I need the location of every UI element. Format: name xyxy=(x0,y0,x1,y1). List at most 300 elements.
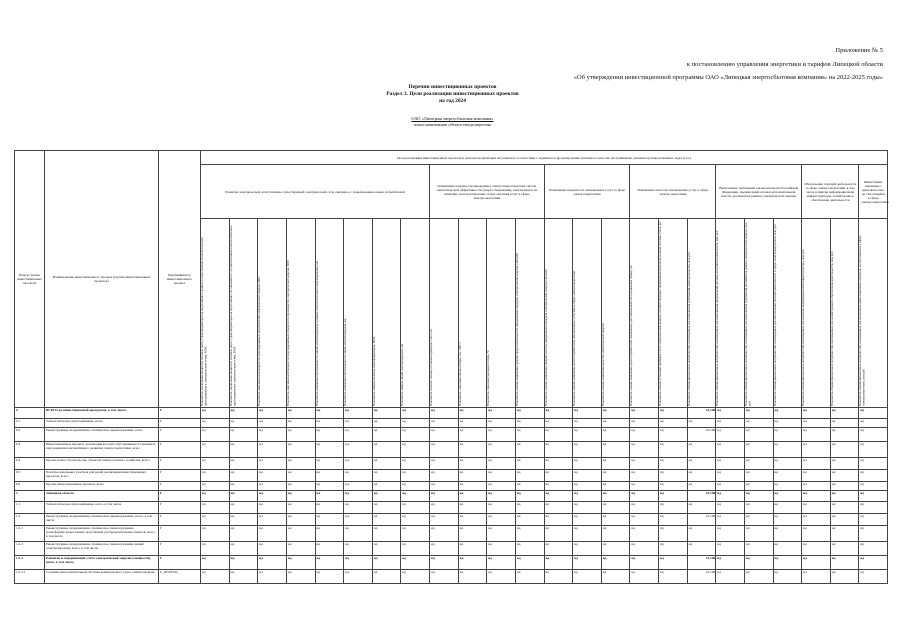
row-value: нд xyxy=(830,556,859,570)
row-value: нд xyxy=(315,428,344,442)
row-value: нд xyxy=(716,491,745,502)
row-value: нд xyxy=(659,502,688,514)
row-value: нд xyxy=(716,556,745,570)
row-value: нд xyxy=(487,542,516,556)
row-value: нд xyxy=(544,526,573,542)
header-indicator-text: Показатель оценки изменения средней продолжительности прекращения передачи электрической энергии (ΔПsaidi) xyxy=(514,252,519,406)
row-value: нд xyxy=(430,556,459,570)
row-value: нд xyxy=(286,514,315,526)
row-value: нд xyxy=(229,408,258,419)
table-row xyxy=(15,470,888,482)
organization-caption: полное наименование субъекта электроэнергетики xyxy=(413,123,492,127)
row-value: нд xyxy=(659,526,688,542)
row-number: 0.3 xyxy=(15,442,45,458)
row-value: нд xyxy=(573,491,602,502)
row-value: нд xyxy=(716,408,745,419)
header-project-name: Наименование инвестиционного проекта (группы инвестиционных проектов) xyxy=(45,151,159,408)
row-name: ВСЕГО по инвестиционной программе, в том числе: xyxy=(45,408,159,419)
row-value: нд xyxy=(744,514,773,526)
row-value: нд xyxy=(487,526,516,542)
row-name: Реконструкция, модернизация, техническое перевооружение трансформаторных и иных подстанций, распределительных пунктов, всего, в том числе xyxy=(45,526,159,542)
row-value: нд xyxy=(430,502,459,514)
row-value: нд xyxy=(830,526,859,542)
row-value: нд xyxy=(515,514,544,526)
row-value: нд xyxy=(401,470,430,482)
table-row xyxy=(15,556,888,570)
row-value: нд xyxy=(201,482,230,491)
row-value: нд xyxy=(601,502,630,514)
header-indicator xyxy=(830,219,859,408)
row-value: нд xyxy=(744,419,773,428)
header-indicator-text: Показатель объема финансовых потребностей, необходимых для реализации инвестиционных проектов, не относящихся к сфере электроэнергетики, млн руб xyxy=(858,235,866,406)
row-value: нд xyxy=(430,491,459,502)
row-value: нд xyxy=(630,470,659,482)
row-value: нд xyxy=(458,556,487,570)
row-value: нд xyxy=(716,482,745,491)
header-project-id: Идентификатор инвестиционного проекта xyxy=(159,151,201,408)
row-value: нд xyxy=(601,419,630,428)
header-indicator xyxy=(258,219,287,408)
row-value: нд xyxy=(344,502,373,514)
row-value: нд xyxy=(286,419,315,428)
row-value: нд xyxy=(401,442,430,458)
header-indicator-text: Показатель увеличения мощности силовых (авто-) трансформаторов на подстанциях, не связанного с осуществлением технологического присоединения к электрическим сетям, МВА xyxy=(228,225,237,406)
row-value: нд xyxy=(430,442,459,458)
row-value: нд xyxy=(716,428,745,442)
row-number: 0.4 xyxy=(15,458,45,470)
row-value: нд xyxy=(430,428,459,442)
row-value: нд xyxy=(201,556,230,570)
row-value: нд xyxy=(573,442,602,458)
row-value: нд xyxy=(630,514,659,526)
header-indicator xyxy=(659,219,688,408)
row-id: Г xyxy=(159,556,201,570)
row-value: нд xyxy=(630,408,659,419)
row-value: нд xyxy=(687,470,716,482)
row-id: Г xyxy=(159,419,201,428)
row-id: Г xyxy=(159,514,201,526)
header-indicator-text: Показатель увеличения мощности силовых (авто-) трансформаторов на подстанциях в рамках осуществления технологического присоединения к электрическим сетям, МВА xyxy=(200,236,208,406)
row-value: нд xyxy=(515,482,544,491)
row-value: нд xyxy=(544,491,573,502)
row-value: нд xyxy=(344,542,373,556)
row-name: Реконструкция, модернизация, техническое перевооружение линий электропередачи, всего, в том числе xyxy=(45,542,159,556)
header-indicator xyxy=(687,219,716,408)
row-value: нд xyxy=(659,482,688,491)
row-value: нд xyxy=(430,482,459,491)
row-value: нд xyxy=(487,482,516,491)
row-value: нд xyxy=(802,408,831,419)
row-value: нд xyxy=(229,542,258,556)
row-value: нд xyxy=(201,428,230,442)
row-value: нд xyxy=(258,514,287,526)
row-name: Реконструкция, модернизация, техническое перевооружение, всего xyxy=(45,428,159,442)
row-number: 1. xyxy=(15,491,45,502)
row-value: нд xyxy=(315,442,344,458)
row-value: нд xyxy=(258,458,287,470)
row-value: нд xyxy=(802,556,831,570)
row-name: Покупка земельных участков для целей реализации инвестиционных проектов, всего xyxy=(45,470,159,482)
row-value: нд xyxy=(487,408,516,419)
header-indicator xyxy=(773,219,802,408)
row-value: нд xyxy=(716,514,745,526)
row-value: нд xyxy=(687,419,716,428)
header-indicator-text: Показатель объема финансовых потребностей, необходимых для выполнения требований законодательства, млн руб xyxy=(686,252,691,406)
row-value: нд xyxy=(716,470,745,482)
header-indicator-text: Показатель объема установки приборов учета электрической энергии, соответствующих требованиям интеллектуальной системы учета, шт xyxy=(658,221,662,406)
header-indicator xyxy=(601,219,630,408)
row-value: нд xyxy=(229,442,258,458)
row-value: нд xyxy=(515,526,544,542)
row-value: нд xyxy=(601,514,630,526)
row-value: нд xyxy=(659,408,688,419)
row-value: нд xyxy=(744,470,773,482)
row-id: Г xyxy=(159,470,201,482)
row-value: нд xyxy=(687,442,716,458)
row-value: нд xyxy=(229,526,258,542)
row-value: нд xyxy=(630,526,659,542)
row-value: нд xyxy=(401,570,430,584)
row-value: нд xyxy=(315,542,344,556)
row-value: нд xyxy=(315,482,344,491)
row-value: нд xyxy=(687,542,716,556)
row-value: нд xyxy=(286,470,315,482)
row-value: нд xyxy=(201,408,230,419)
row-value: нд xyxy=(601,428,630,442)
row-value: 23,106 xyxy=(687,408,716,419)
row-value: нд xyxy=(258,419,287,428)
header-indicator xyxy=(630,219,659,408)
header-indicator xyxy=(515,219,544,408)
title-3: на год 2024 xyxy=(439,98,466,104)
row-value: нд xyxy=(315,458,344,470)
row-value: нд xyxy=(544,419,573,428)
header-indicator-text: Показатель максимальной мощности присоединяемых потребителей электрической энергии, МВт xyxy=(257,276,262,406)
row-value: нд xyxy=(659,491,688,502)
row-value: нд xyxy=(372,470,401,482)
row-name: Инвестиционные проекты, реализация которых обуславливается схемами и программами перспективного развития электроэнергетики, всего xyxy=(45,442,159,458)
title-1: Перечни инвестиционных проектов xyxy=(408,84,497,90)
row-number: 0.5 xyxy=(15,470,45,482)
row-value: нд xyxy=(630,428,659,442)
header-indicator xyxy=(201,219,230,408)
row-value: нд xyxy=(802,514,831,526)
header-indicator-text: Показатель замены линий электропередачи, км xyxy=(400,343,405,406)
row-value: нд xyxy=(430,458,459,470)
row-value: нд xyxy=(515,542,544,556)
row-value: нд xyxy=(859,482,888,491)
row-value: нд xyxy=(229,556,258,570)
row-value: нд xyxy=(487,514,516,526)
row-value: нд xyxy=(687,458,716,470)
row-value: нд xyxy=(830,491,859,502)
row-number: 1.2 xyxy=(15,514,45,526)
row-value: нд xyxy=(286,556,315,570)
row-id: L_0050YTO_ xyxy=(159,570,201,584)
table-row xyxy=(15,491,888,502)
row-value: нд xyxy=(344,514,373,526)
row-value: нд xyxy=(744,428,773,442)
row-value: нд xyxy=(201,470,230,482)
header-indicator xyxy=(430,219,459,408)
row-value: нд xyxy=(601,470,630,482)
row-value: нд xyxy=(401,556,430,570)
row-value: нд xyxy=(601,482,630,491)
row-value: нд xyxy=(315,502,344,514)
row-value: нд xyxy=(659,570,688,584)
row-value: нд xyxy=(630,570,659,584)
row-value: нд xyxy=(458,542,487,556)
row-value: нд xyxy=(487,428,516,442)
row-id: Г xyxy=(159,526,201,542)
row-value: нд xyxy=(401,542,430,556)
header-indicator xyxy=(859,219,888,408)
row-value: нд xyxy=(687,526,716,542)
header-indicator-text: Показатель объема финансовых потребностей, необходимых для хозяйственного обеспечения деятельности, млн руб xyxy=(829,251,834,406)
row-value: нд xyxy=(401,502,430,514)
row-value: нд xyxy=(430,419,459,428)
row-value: нд xyxy=(716,570,745,584)
header-indicator-text: Показатель объема финансовых потребностей, необходимых для развития информационной инфраструктуры, млн руб xyxy=(801,249,806,406)
row-value: нд xyxy=(830,570,859,584)
row-value: нд xyxy=(315,419,344,428)
row-number: 1.2.1 xyxy=(15,526,45,542)
table-row xyxy=(15,542,888,556)
row-value: 23,106 xyxy=(687,556,716,570)
header-indicator-text: Показатель объема финансовых потребностей, необходимых для обеспечения текущей деятельности в сфере электроэнергетики, млн руб xyxy=(772,224,777,406)
row-value: нд xyxy=(830,542,859,556)
row-value: нд xyxy=(515,442,544,458)
header-indicator-text: Показатель оценки изменения средней частоты прекращения передачи электрической энергии (ΔПsaifi) xyxy=(543,269,548,406)
row-value: нд xyxy=(859,419,888,428)
row-value: нд xyxy=(401,482,430,491)
row-value: нд xyxy=(744,491,773,502)
row-value: нд xyxy=(859,502,888,514)
header-indicator xyxy=(286,219,315,408)
row-value: нд xyxy=(258,482,287,491)
row-value: нд xyxy=(458,570,487,584)
row-value: нд xyxy=(573,470,602,482)
row-value: нд xyxy=(687,482,716,491)
row-value: нд xyxy=(773,482,802,491)
row-value: нд xyxy=(544,502,573,514)
row-value: нд xyxy=(201,419,230,428)
row-value: нд xyxy=(601,570,630,584)
header-indicator xyxy=(344,219,373,408)
row-number: 0.1 xyxy=(15,419,45,428)
row-value: нд xyxy=(458,491,487,502)
row-value: 23,106 xyxy=(687,428,716,442)
row-value: нд xyxy=(201,570,230,584)
row-value: нд xyxy=(344,408,373,419)
row-value: нд xyxy=(859,556,888,570)
header-indicator-text: Показатель оценки изменения доли потребителей, обеспеченных услугами в сфере электроэнергетики xyxy=(572,270,577,406)
row-value: нд xyxy=(601,442,630,458)
header-indicator xyxy=(315,219,344,408)
row-value: нд xyxy=(830,502,859,514)
table-row xyxy=(15,419,888,428)
row-number: 1.1 xyxy=(15,502,45,514)
header-indicator xyxy=(487,219,516,408)
row-value: нд xyxy=(229,482,258,491)
row-value: нд xyxy=(515,419,544,428)
row-value: нд xyxy=(744,570,773,584)
row-value: нд xyxy=(372,442,401,458)
row-value: нд xyxy=(744,542,773,556)
row-name: Создание интеллектуальной системы коммерческого учета электроэнергии xyxy=(45,570,159,584)
row-value: нд xyxy=(258,542,287,556)
row-value: нд xyxy=(773,542,802,556)
table-row xyxy=(15,570,888,584)
header-indicator-text: Показатель объема финансовых потребностей, необходимых для выполнения требований регламентов рынков электрической энергии, млн руб xyxy=(743,222,752,406)
document-header xyxy=(574,44,883,85)
row-name: Реконструкция, модернизация, техническое перевооружение, всего, в том числе xyxy=(45,514,159,526)
table-row xyxy=(15,408,888,419)
row-value: нд xyxy=(716,458,745,470)
row-value: нд xyxy=(487,570,516,584)
organization-block xyxy=(0,116,905,128)
row-value: нд xyxy=(744,458,773,470)
row-value: 23,106 xyxy=(687,491,716,502)
row-value: нд xyxy=(573,482,602,491)
table-row xyxy=(15,526,888,542)
header-group-number: Номер группы инвестиционных проектов xyxy=(15,151,45,408)
table-row xyxy=(15,442,888,458)
row-value: нд xyxy=(401,408,430,419)
row-value: нд xyxy=(201,442,230,458)
row-value: нд xyxy=(544,556,573,570)
row-id: Г xyxy=(159,408,201,419)
header-indicator-text: Показатель изменения протяженности линий электропередачи, км xyxy=(343,318,348,406)
row-value: нд xyxy=(515,408,544,419)
row-value: нд xyxy=(372,526,401,542)
header-indicator xyxy=(744,219,773,408)
row-value: нд xyxy=(601,556,630,570)
row-value: нд xyxy=(773,419,802,428)
row-value: нд xyxy=(372,408,401,419)
row-id: Г xyxy=(159,482,201,491)
row-value: нд xyxy=(286,542,315,556)
row-value: нд xyxy=(716,526,745,542)
row-value: нд xyxy=(544,570,573,584)
row-value: нд xyxy=(802,442,831,458)
row-value: нд xyxy=(201,458,230,470)
row-value: нд xyxy=(201,514,230,526)
row-value: нд xyxy=(315,526,344,542)
row-value: нд xyxy=(859,458,888,470)
row-value: нд xyxy=(458,428,487,442)
row-value: нд xyxy=(258,428,287,442)
row-value: нд xyxy=(201,526,230,542)
row-value: нд xyxy=(544,428,573,442)
row-value: нд xyxy=(630,491,659,502)
row-value: нд xyxy=(659,428,688,442)
row-value: нд xyxy=(229,491,258,502)
row-value: нд xyxy=(744,502,773,514)
row-value: нд xyxy=(573,556,602,570)
row-value: нд xyxy=(258,408,287,419)
row-value: нд xyxy=(830,458,859,470)
row-value: нд xyxy=(630,419,659,428)
header-goal-group: Выполнение требований законодательства Российской Федерации, предписаний органов исполнительной власти, регламентов рынков электрической энергии xyxy=(716,165,802,219)
row-value: нд xyxy=(344,482,373,491)
row-value: нд xyxy=(802,491,831,502)
row-value: нд xyxy=(630,458,659,470)
row-value: нд xyxy=(773,514,802,526)
row-value: нд xyxy=(487,470,516,482)
row-value: нд xyxy=(258,442,287,458)
row-value: нд xyxy=(344,442,373,458)
header-indicator xyxy=(229,219,258,408)
row-value: нд xyxy=(830,514,859,526)
row-value: нд xyxy=(859,491,888,502)
document-titles xyxy=(0,84,905,105)
row-value: нд xyxy=(430,408,459,419)
row-value: нд xyxy=(859,514,888,526)
row-value: нд xyxy=(372,542,401,556)
row-number: 1.2.3.1 xyxy=(15,570,45,584)
row-value: нд xyxy=(515,556,544,570)
row-value: нд xyxy=(773,526,802,542)
row-value: нд xyxy=(258,502,287,514)
row-value: нд xyxy=(802,419,831,428)
row-value: нд xyxy=(859,470,888,482)
row-id: Г xyxy=(159,491,201,502)
row-value: нд xyxy=(458,408,487,419)
row-value: нд xyxy=(544,514,573,526)
row-value: нд xyxy=(859,408,888,419)
row-value: нд xyxy=(802,526,831,542)
row-value: нд xyxy=(744,482,773,491)
row-value: нд xyxy=(830,428,859,442)
row-value: нд xyxy=(573,428,602,442)
row-value: нд xyxy=(458,526,487,542)
row-value: нд xyxy=(659,514,688,526)
row-value: нд xyxy=(773,570,802,584)
row-value: нд xyxy=(859,526,888,542)
row-value: нд xyxy=(544,542,573,556)
row-value: нд xyxy=(315,570,344,584)
row-value: нд xyxy=(716,419,745,428)
row-value: нд xyxy=(258,491,287,502)
row-value: нд xyxy=(487,419,516,428)
row-value: нд xyxy=(201,502,230,514)
row-value: нд xyxy=(315,408,344,419)
row-value: нд xyxy=(544,482,573,491)
header-indicator-text: Показатель изменения протяженности линий электропередачи в рамках технологического присоединения, км xyxy=(314,261,319,406)
header-indicator xyxy=(401,219,430,408)
row-value: нд xyxy=(401,428,430,442)
header-indicator xyxy=(458,219,487,408)
row-value: нд xyxy=(458,514,487,526)
row-value: нд xyxy=(630,442,659,458)
row-value: нд xyxy=(229,458,258,470)
row-value: нд xyxy=(286,491,315,502)
row-value: нд xyxy=(286,428,315,442)
row-value: нд xyxy=(286,570,315,584)
header-indicator-text: Показатель объема финансовых потребностей, необходимых для выполнения предписаний органов исполнительной власти, млн руб xyxy=(715,230,720,406)
row-value: нд xyxy=(802,458,831,470)
row-value: нд xyxy=(372,514,401,526)
row-number: 1.2.3 xyxy=(15,556,45,570)
row-value: нд xyxy=(802,482,831,491)
row-value: нд xyxy=(458,442,487,458)
row-name: Прочие инвестиционные проекты, всего xyxy=(45,482,159,491)
row-value: нд xyxy=(487,556,516,570)
row-value: нд xyxy=(344,491,373,502)
row-value: нд xyxy=(201,491,230,502)
row-value: нд xyxy=(286,408,315,419)
